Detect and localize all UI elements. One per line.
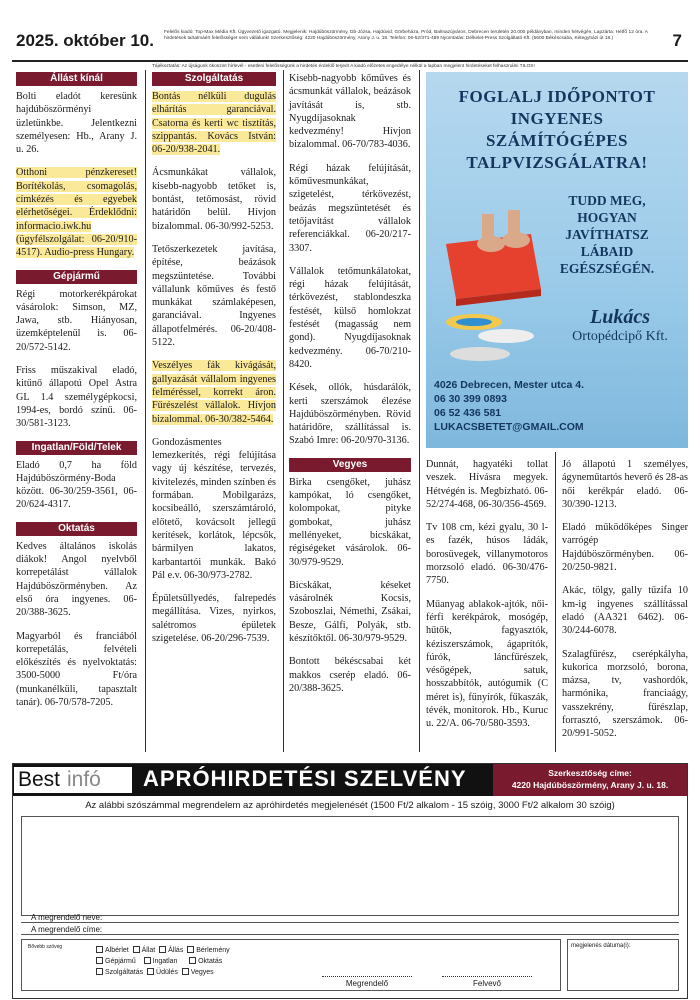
classified-ad-text: Otthoni pénzkereset! Borítékolás, csomagolás, címkézés és egyebek elérhetőségei. Érdeklődni: informacio.iwk.hu (ügyfélszolgálat: 06-20/910-4517). Audio-press Hungary. [16,167,137,259]
classified-ad-text: Szalagfűrész, cserépkályha, kukorica morzsoló, borona, mázsa, tv, vashordók, harmónika, franciaágy, vasszekrény, fűrészlap, forrasztó, szerszámok. 06-20/991-5052. [562,648,688,740]
classified-ad-text: Birka csengőket, juhász kampókat, ló csengőket, kolompokat, pityke gombokat, juhász mellényeket, bicskákat, régiségeket vásárolok. 06-30/979-9529. [289,476,411,568]
section-header-oktatas: Oktatás [16,522,137,536]
classified-ad [562,458,688,511]
classifieds-column-3 [289,72,411,705]
classified-ad [562,584,688,637]
classified-ad [562,648,688,741]
checkbox-szolgaltatas[interactable]: Szolgáltatás [96,969,143,976]
column-divider [555,452,556,752]
classified-ad [289,265,411,371]
classified-ad [16,459,137,512]
classifieds-column-1 [16,72,137,719]
classified-ad-text: Gondozásmentes lemezkerítés, régi felújítása vagy új készítése, tervezés, kivitelezés, minden színben és formában. Mobilgarázs, kocsibeálló, szerszámtároló, előtető, kovácsolt jellegű kerítések, korlátok, lépcsők, bármilyen lakatos, karbantartói munkák. Bakó Pál e.v. 06-30/973-2782. [152,436,276,581]
classified-ad-text: Tetőszerkezetek javítása, építése, beázások megszüntetése. További vállalunk kőműves és festő munkákat számlaképesen, garanciával. Ingyenes állapotfelmérés. 06-20/408-5122. [152,243,276,349]
classifieds-column-5 [562,458,688,751]
checkbox-udules[interactable]: Üdülés [147,969,178,976]
category-checkboxes [21,939,561,991]
classified-ad-text: Régi házak felújítását, kőművesmunkákat, szigetelést, térkövezést, beázás megszüntetését és tetőjavítást vállalok referenciákkal. 06-20/217-3307. [289,162,411,254]
page-number: 7 [672,31,682,50]
checkbox-vegyes[interactable]: Vegyes [182,969,214,976]
copyright-notice: Tájékoztatás: Az újságunk ökoszint hírlevél - esetleni felelősségünk a hirdetés érdeklő terjed! A kiadó előzetes engedélye nélkül a lapban megjelent hirdetéseket felhasználni TILOS! [152,64,535,69]
classified-ad-text: Kedves általános iskolás diákok! Angol nyelvből korrepetálást vállalok Hajdúböszörményben. Az első óra ingyenes. 06-20/388-3625. [16,540,137,619]
classified-ad-text: Bontás nélküli dugulás elhárítás garanciával. Csatorna és kerti wc tisztítás, szippantás. Kovács István: 06-20/938-2041. [152,91,276,156]
page-header [12,30,688,62]
coupon-title: APRÓHIRDETÉSI SZELVÉNY [143,766,467,791]
classified-ad [152,243,276,349]
classified-ad-text: Eladó 0,7 ha föld Hajdúböszörmény-Boda között. 06-30/259-3561, 06-20/624-4317. [16,459,137,511]
classified-ad-text: Friss műszakival eladó, kitűnő állapotú Opel Astra GL 1.4 személygépkocsi, 1994-es, bordó színű. 06-30/581-3123. [16,365,137,430]
classified-ad [16,166,137,259]
classified-ad-text: Régi motorkerékpárokat vásárolok: Simson, MZ, Jawa, stb. Hiányosan, üzemképtelenül is. 06-20/572-5142. [16,288,137,353]
orderer-signature-line[interactable]: Megrendelő [322,976,412,988]
office-address-box: Szerkesztőség címe: 4220 Hajdúböszörmény, Arany J. u. 18. [493,764,687,796]
bestinfo-logo: Best infó [13,766,133,794]
classified-ad-text: Kések, ollók, húsdarálók, kerti szerszámok élezése Hajdúböszörményben. Rövid határidőre, szállítással is. Szabó Imre: 06-20/970-3136. [289,382,411,447]
classified-ad [426,458,548,511]
classified-ad [426,598,548,731]
classified-ad-text: Tv 108 cm, kézi gyalu, 30 l-es fazék, húsos ládák, borosüvegek, villanymotoros morzsoló eladó. 06-30/476-7750. [426,522,548,587]
classified-ad [16,630,137,710]
checkbox-allat[interactable]: Állat [133,947,156,954]
checkbox-berlemeny[interactable]: Bérlemény [187,947,229,954]
classified-ad-text: Bontott békéscsabai két makkos cserép eladó. 06-20/388-3625. [289,656,411,694]
classified-ad [16,90,137,156]
advert-headline: FOGLALJ IDŐPONTOT INGYENES SZÁMÍTÓGÉPES TALPVIZSGÁLATRA! [458,87,656,172]
classified-ad-text: Bolti eladót keresünk hajdúböszörményi üzletünkbe. Jelentkezni személyesen: Hb., Arany J. u. 26. [16,91,137,156]
classified-ad-text: Akác, tölgy, gally tűzifa 10 km-ig ingyenes szállítással eladó (AA321 6462). 06-30/244-6078. [562,585,688,637]
coupon-instructions: Az alábbi szószámmal megrendelem az apróhirdetés megjelenését (1500 Ft/2 alkalom - 15 szóig, 3000 Ft/2 alkalom 30 szóig) [85,800,615,811]
classified-ad-text: Magyarból és franciából korrepetálás, felvételi előkészítés és nyelvoktatás: 3500-5000 Ft/óra (munkanélküli, tapasztalt tanár). 06-70/578-7205. [16,630,137,708]
classified-ad [152,359,276,425]
checkbox-alberlet[interactable]: Albérlet [96,947,129,954]
classifieds-column-4 [426,458,548,741]
classified-ad [152,436,276,582]
coupon-header [13,764,687,796]
section-header-szolgaltatas: Szolgáltatás [152,72,276,86]
column-divider [419,70,420,752]
classified-ad [289,162,411,255]
classified-ad [426,521,548,587]
classified-ad [152,592,276,645]
classified-ad-text: Ácsmunkákat vállalok, kisebb-nagyobb tetőket is, bontást, tetőmosást, rövid határidőn belül. Hívjon bizalommal. 06-30/992-5253. [152,167,276,232]
classified-ad-text: Veszélyes fák kivágását, gallyazását vállalom ingyenes felméréssel, korrekt áron. Fűrészelést vállalok. Hívjon bizalommal. 06-30/382-5464. [152,360,276,425]
advert-phone-1: 06 30 399 0893 [434,393,507,405]
receiver-signature-line[interactable]: Felvevő [442,976,532,988]
classified-ad [152,90,276,156]
classified-order-coupon [12,763,688,999]
column-divider [283,70,284,752]
classified-ad [289,381,411,447]
classified-ad [289,476,411,569]
checkbox-gepjarmu[interactable]: Gépjármű [96,958,136,965]
classified-ad [289,72,411,152]
checkbox-oktatas[interactable]: Oktatás [189,958,222,965]
orderer-name-field[interactable]: A megrendelő neve: [21,912,679,923]
classified-ad-text: Kisebb-nagyobb kőműves és ácsmunkát vállalok, beázások javítását is, stb. Nyugdíjasoknak kedvezmény! Hívjon bizalommal. 06-70/783-4036. [289,73,411,151]
advert-email: LUKACSBETET@GMAIL.COM [434,421,584,433]
checkbox-ingatlan[interactable]: Ingatlan [144,958,178,965]
classified-ad-text: Bicskákat, késeket vásárolnék Kocsis, Szoboszlai, Némethi, Zsákai, Besze, Gálfi, Polyák, stb. készítőktől. 06-30/979-9529. [289,579,411,644]
lukacs-advert[interactable] [426,72,688,448]
issue-date: 2025. október 10. [16,31,154,50]
publisher-info: Felelős kiadó: Top-Max Média Kft. Ügyvezető igazgató. Megjelenik: Hajdúböszörmény, Db-Józsa, Hajdúvid, Görbeháza, Pród, Balmazújváros, Debrecen területén 20.000 példányban, minden hétvégén. Lapzárta: Hétfő 12 óra. A hirdetések tartalmáért felelősséget nem vállalunk! Szerkesztőség: 4220 Hajdúböszörmény, Arany J. u. 18. Telefon: 06-52/371-489 Nyomtatás: Délkelet-Press Szolgáltató Kft. (5600 Békéscsaba, Kétegyházi út 18.) [164,30,648,42]
classified-ad-text: Épületsüllyedés, falrepedés megállítása. Vizes, nyirkos, salétromos épületek szigetelése. 06-20/296-7539. [152,593,276,644]
section-header-vegyes: Vegyes [289,458,411,472]
classified-ad [152,166,276,232]
classified-ad-text: Eladó működőképes Singer varrógép Hajdúböszörményben. 06-20/250-9821. [562,522,688,574]
classified-ad [289,579,411,645]
advert-phone-2: 06 52 436 581 [434,407,502,419]
column-divider [145,70,146,752]
section-header-ingatlan-fold-telek: Ingatlan/Föld/Telek [16,441,137,455]
publication-date-box[interactable]: megjelenés dátuma(i): [567,939,679,991]
classified-ad [289,655,411,695]
checkbox-allas[interactable]: Állás [159,947,183,954]
orderer-address-field[interactable]: A megrendelő címe: [21,924,679,935]
advert-subline: TUDD MEG, HOGYAN JAVÍTHATSZ LÁBAID EGÉSZSÉGÉN. [559,193,655,276]
classified-ad [562,521,688,574]
section-header-gepjarmu: Gépjármű [16,270,137,284]
cats-label: Bővebb szöveg [28,944,63,950]
ad-text-box[interactable] [21,816,679,916]
advert-brand-logo: Lukács Ortopédcipő Kft. [572,306,668,344]
classified-ad-text: Jó állapotú 1 személyes, ágyneműtartós heverő és 28-as női kerékpár eladó. 06-30/390-1213. [562,459,688,510]
classifieds-column-2 [152,72,276,655]
classified-ad-text: Műanyag ablakok-ajtók, női-férfi kerékpárok, mosógép, hűtők, fagyasztók, kéziszerszámok, ágaprítók, fúrók, láncfűrészek, vésőgépek, satuk, hosszabbítók, autógumik (C méret is), fűnyírók, fűkaszák, tévék, monitorok. Hb., Kuruc u. 22/A. 06-70/580-3593. [426,598,548,730]
classified-ad [16,540,137,620]
classified-ad-text: Dunnát, hagyatéki tollat veszek. Hívásra megyek. Hétvégén is. Megbízható. 06-52/274-468, 06-30/356-4569. [426,459,548,510]
advert-address: 4026 Debrecen, Mester utca 4. [434,379,584,391]
classified-ad [16,288,137,354]
classified-ad [16,364,137,430]
section-header-allast-kinal: Állást kínál [16,72,137,86]
advert-contact [434,378,684,434]
classified-ad-text: Vállalok tetőmunkálatokat, régi házak felújítását, térkövezést, stablondeszka festését, külső homlokzat festését (magasság nem gond). Nyugdíjasoknak kedvezmény. 06-70/210-8420. [289,265,411,370]
